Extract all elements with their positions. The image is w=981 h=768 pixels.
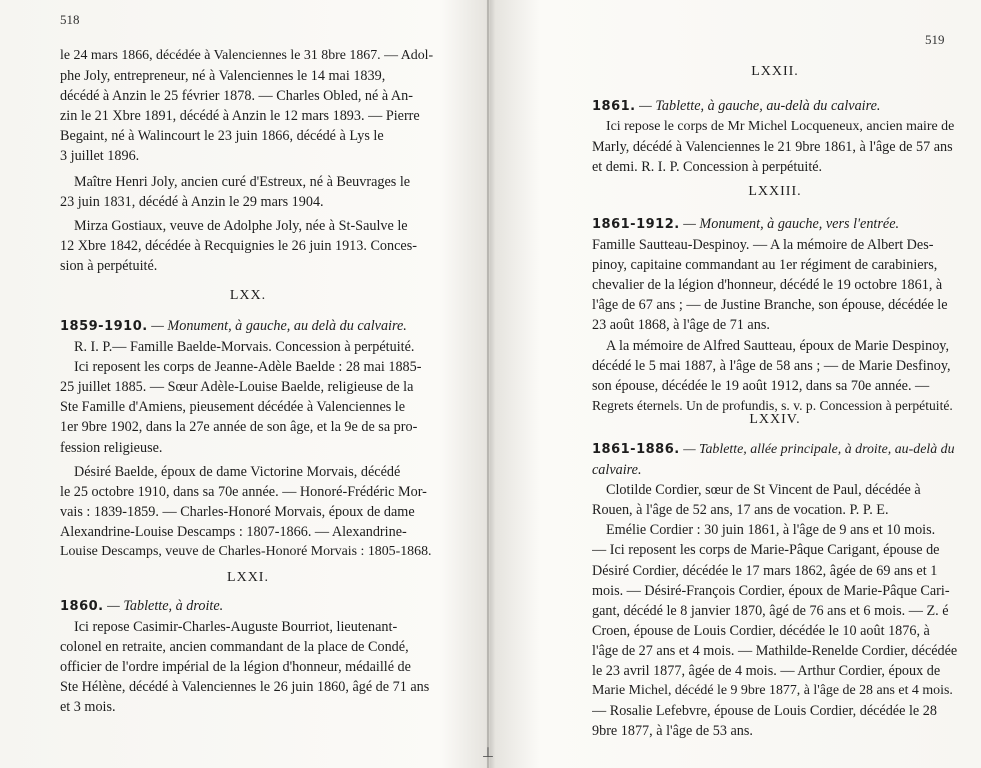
text-line: gant, décédé le 8 janvier 1870, âgé de 76 ans et 6 mois. — Z. é [592,602,949,619]
text-line: Ici reposent les corps de Jeanne-Adèle Baelde : 28 mai 1885- [74,359,422,376]
entry-header [592,214,958,235]
left-page [0,0,490,768]
text-line: fession religieuse. [60,439,163,456]
text-line: le 23 avril 1877, âgée de 4 mois. — Arthur Cordier, époux de [592,663,941,680]
text-line: chevalier de la légion d'honneur, décédé le 19 octobre 1861, à [592,277,943,294]
section-heading-lxxi: LXXI. [227,570,269,585]
left-block-continuation [60,46,436,167]
entry-location: — Tablette, allée principale, à droite, au-delà du [683,442,955,457]
text-line: Begaint, né à Walincourt le 23 juin 1866, décédé à Lys le [60,128,384,145]
text-line: 3 juillet 1896. [60,148,140,165]
entry-year: 1861-1912. [592,217,680,232]
right-page [492,0,981,768]
entry-year: 1861. [592,99,636,114]
entry-location: — Monument, à gauche, au delà du calvaire. [151,318,407,334]
left-block-mirza-gostiaux [60,216,436,276]
text-line: Rouen, à l'âge de 52 ans, 17 ans de vocation. P. P. E. [592,502,889,519]
text-line: le 25 octobre 1910, dans sa 70e année. — Honoré-Frédéric Mor- [60,484,427,501]
page-number-right: 519 [925,32,945,47]
text-line: Alexandrine-Louise Descamps : 1807-1866. — Alexandrine- [60,524,407,541]
text-line: Famille Sautteau-Despinoy. — A la mémoire de Albert Des- [592,237,934,254]
entry-year: 1860. [60,599,104,614]
text-line: Louise Descamps, veuve de Charles-Honoré Morvais : 1805-1868. [60,544,432,560]
text-line: Regrets éternels. Un de profundis, s. v. p. Concession à perpétuité. [592,397,953,413]
entry-location: — Tablette, à gauche, au-delà du calvaire. [639,98,881,114]
text-line: Ici repose le corps de Mr Michel Locqueneux, ancien maire de [606,119,955,135]
text-line: — Ici reposent les corps de Marie-Pâque Carigant, épouse de [592,542,940,559]
text-line: Désiré Cordier, décédée le 17 mars 1862, âgée de 69 ans et 1 [592,562,938,579]
text-line: 25 juillet 1885. — Sœur Adèle-Louise Baelde, religieuse de la [60,379,414,396]
text-line: Marie Michel, décédé le 9 9bre 1877, à l'âge de 28 ans et 4 mois. [592,683,953,699]
text-line: pinoy, capitaine commandant au 1er régiment de carabiniers, [592,257,938,274]
entry-header [592,96,958,117]
text-line: et demi. R. I. P. Concession à perpétuité. [592,159,823,176]
section-heading-lxxii: LXXII. [751,64,799,79]
text-line: A la mémoire de Alfred Sautteau, époux de Marie Despinoy, [606,337,950,354]
page-number-left: 518 [60,12,80,27]
text-line: Croen, épouse de Louis Cordier, décédée le 10 août 1876, à [592,622,930,639]
section-heading-lxxiv: LXXIV. [749,412,801,427]
entry-location: — Tablette, à droite. [107,598,224,614]
text-line: vais : 1839-1859. — Charles-Honoré Morvais, époux de dame [60,504,415,521]
entry-location: — Monument, à gauche, vers l'entrée. [683,216,900,232]
text-line: Clotilde Cordier, sœur de St Vincent de Paul, décédée à [606,482,921,499]
text-line: Mirza Gostiaux, veuve de Adolphe Joly, née à St-Saulve le [74,218,408,234]
text-line: Ici repose Casimir-Charles-Auguste Bourriot, lieutenant- [74,619,398,636]
left-block-henri-joly [60,172,436,212]
section-lxxii-body [592,96,958,177]
text-line: décédé le 5 mai 1887, à l'âge de 58 ans ; — de Marie Desfinoy, [592,357,951,374]
text-line: Emélie Cordier : 30 juin 1861, à l'âge de 9 ans et 10 mois. [606,522,936,539]
text-line: mois. — Désiré-François Cordier, époux de Marie-Pâque Cari- [592,582,950,599]
entry-location-continued: calvaire. [592,462,642,479]
entry-header [60,596,436,617]
text-line: Maître Henri Joly, ancien curé d'Estreux, né à Beuvrages le [74,174,411,190]
text-line: colonel en retraite, ancien commandant de la place de Condé, [60,639,409,656]
text-line: 9bre 1877, à l'âge de 53 ans. [592,723,753,740]
text-line: 23 août 1868, à l'âge de 71 ans. [592,317,770,334]
text-line: 1er 9bre 1902, dans la 27e année de son âge, et la 9e de sa pro- [60,419,418,436]
text-line: l'âge de 27 ans et 4 mois. — Mathilde-Renelde Cordier, décédée [592,642,958,659]
text-line: sion à perpétuité. [60,258,158,275]
text-line: R. I. P.— Famille Baelde-Morvais. Concession à perpétuité. [74,339,415,356]
text-line: zin le 21 Xbre 1891, décédé à Anzin le 12 mars 1893. — Pierre [60,108,420,125]
text-line: 23 juin 1831, décédé à Anzin le 29 mars 1904. [60,194,324,211]
text-line: décédé à Anzin le 25 février 1878. — Charles Obled, né à An- [60,88,413,105]
text-line: et 3 mois. [60,699,116,716]
entry-header [592,440,958,460]
section-heading-lxxiii: LXXIII. [748,184,802,199]
text-line: — Rosalie Lefebvre, épouse de Louis Cordier, décédée le 28 [592,703,937,720]
text-line: le 24 mars 1866, décédée à Valenciennes le 31 8bre 1867. — Adol- [60,48,434,63]
gutter-binding-mark: ⊥ [481,745,495,761]
entry-header [60,316,436,337]
text-line: officier de l'ordre impérial de la légion d'honneur, médaillé de [60,659,411,676]
section-heading-lxx: LXX. [229,288,267,303]
text-line: phe Joly, entrepreneur, né à Valenciennes le 14 mai 1839, [60,68,386,85]
text-line: Ste Famille d'Amiens, pieusement décédée à Valenciennes le [60,399,406,416]
text-line: Ste Hélène, décédé à Valenciennes le 26 juin 1860, âgé de 71 ans [60,679,430,696]
text-line: 12 Xbre 1842, décédée à Recquignies le 26 juin 1913. Conces- [60,238,417,255]
text-line: l'âge de 67 ans ; — de Justine Branche, son épouse, décédée le [592,297,948,314]
section-lxx-body [60,316,436,458]
entry-year: 1861-1886. [592,442,680,457]
section-lxx-baelde [60,462,436,562]
text-line: Marly, décédé à Valenciennes le 21 9bre 1861, à l'âge de 57 ans [592,139,953,156]
section-lxxiv-body [592,440,958,741]
section-lxxiii-body [592,214,958,416]
entry-year: 1859-1910. [60,319,148,334]
text-line: son épouse, décédée le 19 août 1912, dans sa 70e année. — [592,377,930,394]
section-lxxi-body [60,596,436,718]
text-line: Désiré Baelde, époux de dame Victorine Morvais, décédé [74,464,401,480]
